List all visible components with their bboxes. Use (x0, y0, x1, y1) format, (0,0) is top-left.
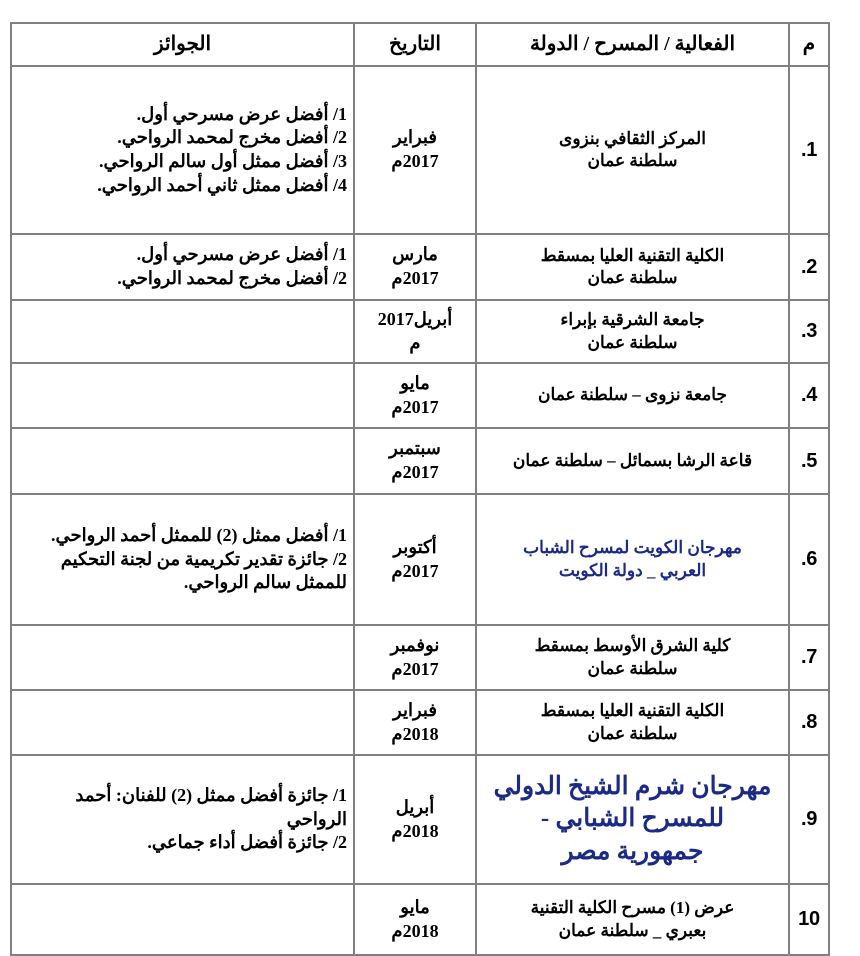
table-row (11, 66, 829, 234)
date-line: 2017م (391, 658, 439, 679)
date-line: 2018م (391, 820, 439, 841)
date-line: 2017م (391, 268, 439, 288)
venue-line: كلية الشرق الأوسط بمسقط (534, 636, 731, 656)
date-line: 2017م (391, 560, 439, 581)
awards-cell (11, 690, 354, 755)
venue-line: سلطنة عمان (587, 332, 678, 352)
awards-cell (11, 428, 354, 494)
venue-line: سلطنة عمان (587, 658, 678, 678)
award-item: 1/ أفضل عرض مسرحي أول. (136, 103, 347, 124)
table-body (11, 66, 829, 955)
award-item: 3/ أفضل ممثل أول سالم الرواحي. (98, 151, 347, 171)
date-cell (354, 625, 476, 690)
date-line: 2018م (391, 920, 439, 941)
row-number-cell: .2 (789, 234, 829, 300)
row-number-cell: .1 (789, 66, 829, 234)
table-row (11, 363, 829, 428)
venue-line: جامعة نزوى – سلطنة عمان (538, 385, 727, 405)
date-line: 2017م (391, 151, 439, 171)
venue-line: سلطنة عمان (587, 151, 678, 170)
venue-line: للمسرح الشبابي - (540, 805, 725, 833)
date-line: أكتوبر (393, 536, 437, 557)
venue-line: سلطنة عمان (587, 268, 678, 287)
date-line: 2017م (391, 462, 439, 482)
date-cell (354, 363, 476, 428)
award-item: 2/ أفضل مخرج لمحمد الرواحي. (117, 268, 347, 288)
header-row (11, 23, 829, 66)
row-number-cell: .7 (789, 625, 829, 690)
date-cell (354, 428, 476, 494)
venue-line: قاعة الرشا بسمائل – سلطنة عمان (512, 450, 753, 470)
row-number-cell: .6 (789, 494, 829, 625)
award-item: 2/ أفضل مخرج لمحمد الرواحي. (117, 127, 347, 148)
date-cell (354, 300, 476, 363)
date-line: مايو (400, 372, 430, 393)
venue-line: المركز الثقافي بنزوى (559, 128, 706, 148)
venue-line: عرض (1) مسرح الكلية التقنية (530, 898, 735, 918)
table-row (11, 494, 829, 625)
date-line: 2017م (391, 396, 439, 417)
table-row (11, 690, 829, 755)
award-item: 1/ أفضل ممثل (2) للممثل أحمد الرواحي. (51, 524, 347, 545)
table-header (11, 23, 829, 66)
awards-cell (11, 625, 354, 690)
row-number-cell: .8 (789, 690, 829, 755)
venue-cell (476, 884, 789, 955)
date-line: فبراير (393, 127, 437, 148)
award-item: 2/ جائزة تقدير تكريمية من لجنة التحكيم للممثل سالم الرواحي. (60, 548, 347, 593)
awards-cell (11, 363, 354, 428)
date-line: نوفمبر (390, 634, 440, 655)
awards-cell (11, 755, 354, 884)
venue-line: سلطنة عمان (587, 723, 678, 743)
venue-cell (476, 66, 789, 234)
table-row (11, 755, 829, 884)
award-item: 4/ أفضل ممثل ثاني أحمد الرواحي. (97, 174, 347, 195)
venue-line: الكلية التقنية العليا بمسقط (540, 245, 725, 265)
table-row (11, 625, 829, 690)
column-header-venue: الفعالية / المسرح / الدولة (476, 23, 789, 66)
column-header-awards: الجوائز (11, 23, 354, 66)
awards-cell (11, 494, 354, 625)
date-cell (354, 66, 476, 234)
venue-cell (476, 690, 789, 755)
venue-cell (476, 625, 789, 690)
date-line: مايو (400, 896, 430, 917)
venue-cell (476, 300, 789, 363)
awards-cell (11, 66, 354, 234)
venue-cell (476, 363, 789, 428)
row-number-cell: .3 (789, 300, 829, 363)
venue-cell-highlighted (476, 755, 789, 884)
date-line: 2018م (391, 723, 439, 744)
date-line: أبريل2017 (377, 308, 453, 329)
award-item: 2/ جائزة أفضل أداء جماعي. (147, 832, 347, 853)
awards-cell (11, 300, 354, 363)
table-row (11, 428, 829, 494)
venue-cell (476, 234, 789, 300)
row-number-cell: .9 (789, 755, 829, 884)
venue-line: الكلية التقنية العليا بمسقط (540, 701, 725, 721)
venue-line: جامعة الشرقية بإبراء (560, 310, 705, 330)
date-line: سبتمبر (389, 438, 441, 459)
venue-line: مهرجان الكويت لمسرح الشباب (523, 538, 742, 558)
row-number-cell: .4 (789, 363, 829, 428)
date-line: أبريل (395, 796, 435, 817)
venue-line: العربي _ دولة الكويت (558, 560, 707, 580)
venue-line: جمهورية مصر (561, 837, 704, 865)
column-header-number: م (789, 23, 829, 66)
date-line: م (409, 332, 421, 353)
row-number-cell: 10 (789, 884, 829, 955)
award-item: 1/ أفضل عرض مسرحي أول. (136, 244, 347, 265)
award-item: 1/ جائزة أفضل ممثل (2) للفنان: أحمد الرواحي (75, 784, 347, 829)
awards-cell (11, 234, 354, 300)
table-row (11, 884, 829, 955)
date-line: مارس (392, 244, 438, 265)
date-cell (354, 234, 476, 300)
table-row (11, 300, 829, 363)
awards-table (10, 22, 830, 956)
venue-line: مهرجان شرم الشيخ الدولي (493, 772, 772, 800)
row-number-cell: .5 (789, 428, 829, 494)
venue-cell (476, 428, 789, 494)
table-row (11, 234, 829, 300)
awards-cell (11, 884, 354, 955)
date-cell (354, 494, 476, 625)
venue-cell-highlighted (476, 494, 789, 625)
date-cell (354, 755, 476, 884)
date-line: فبراير (393, 699, 437, 720)
date-cell (354, 690, 476, 755)
venue-line: بعبري _ سلطنة عمان (558, 920, 707, 940)
date-cell (354, 884, 476, 955)
awards-table-container (12, 22, 830, 956)
column-header-date: التاريخ (354, 23, 476, 66)
